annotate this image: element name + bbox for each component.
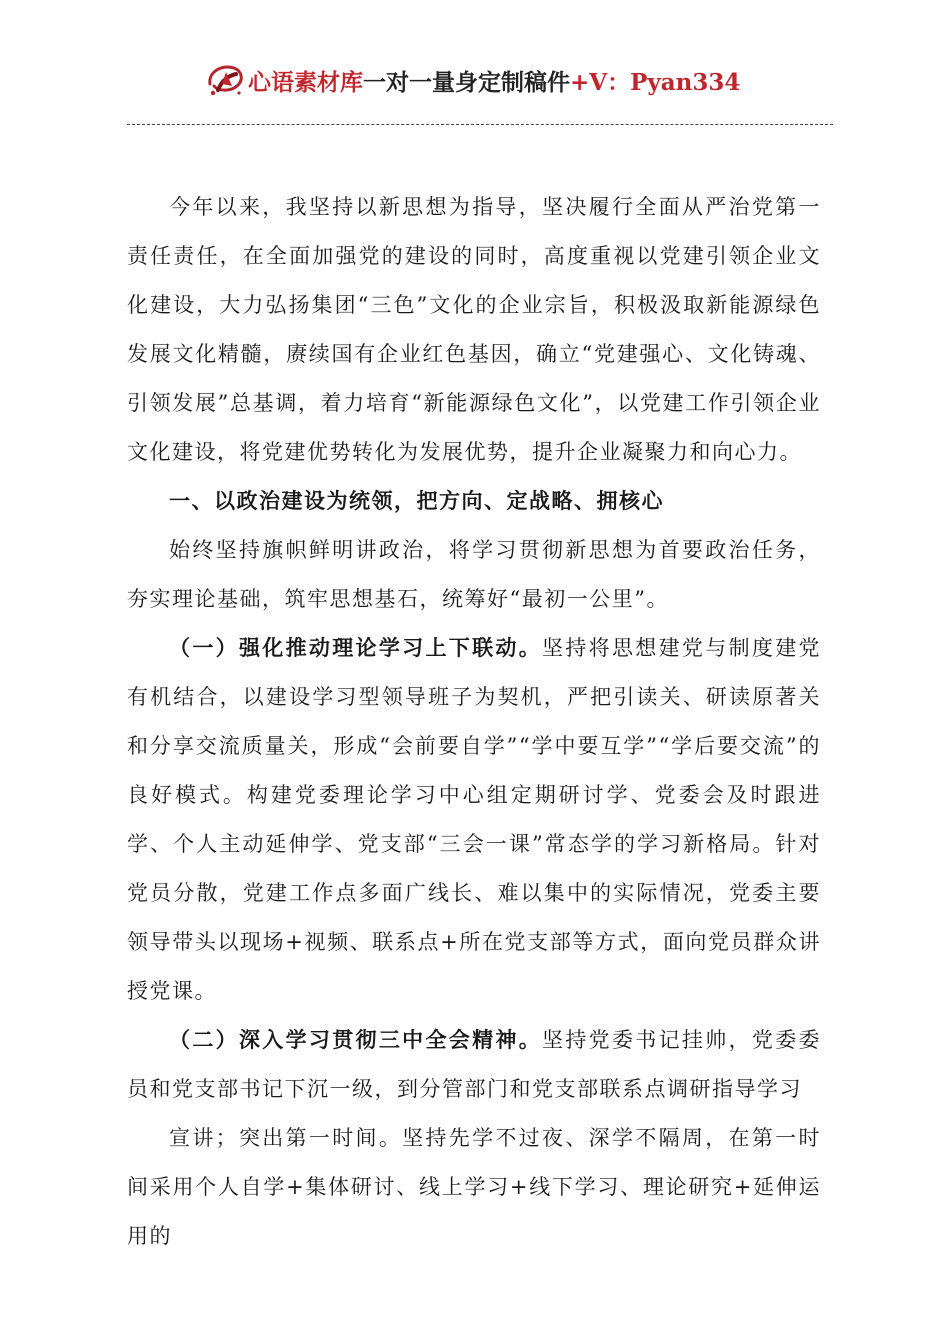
header-divider <box>127 124 833 125</box>
continuation-paragraph: 宣讲；突出第一时间。坚持先学不过夜、深学不隔周，在第一时间采用个人自学+集体研讨、线上学习+线下学习、理论研究+延伸运用的 <box>127 1126 821 1248</box>
item-lead: （二）深入学习贯彻三中全会精神。 <box>169 1028 543 1052</box>
document-body <box>127 183 821 1261</box>
item-lead: （一）强化推动理论学习上下联动。 <box>169 636 543 660</box>
section-heading: 一、以政治建设为统领，把方向、定战略、拥核心 <box>169 489 664 513</box>
intro-paragraph: 今年以来，我坚持以新思想为指导，坚决履行全面从严治党第一责任责任，在全面加强党的建设的同时，高度重视以党建引领企业文化建设，大力弘扬集团“三色”文化的企业宗旨，积极汲取新能源绿色发展文化精髓，赓续国有企业红色基因，确立“党建强心、文化铸魂、引领发展”总基调，着力培育“新能源绿色文化”，以党建工作引领企业文化建设，将党建优势转化为发展优势，提升企业凝聚力和向心力。 <box>127 195 821 464</box>
brand-name: 心语素材库 <box>248 68 363 96</box>
item-paragraph <box>127 624 821 1016</box>
section-intro-paragraph: 始终坚持旗帜鲜明讲政治，将学习贯彻新思想为首要政治任务，夯实理论基础，筑牢思想基石，统筹好“最初一公里”。 <box>127 538 821 611</box>
item-text: 坚持将思想建党与制度建党有机结合，以建设学习型领导班子为契机，严把引读关、研读原著关和分享交流质量关，形成“会前要自学”“学中要互学”“学后要交流”的良好模式。构建党委理论学习中心组定期研讨学、党委会及时跟进学、个人主动延伸学、党支部“三会一课”常态学的学习新格局。针对党员分散，党建工作点多面广线长、难以集中的实际情况，党委主要领导带头以现场+视频、联系点+所在党支部等方式，面向党员群众讲授党课。 <box>127 636 822 1003</box>
brush-swirl-logo-icon <box>204 60 246 100</box>
header-contact: +V：Pyan334 <box>570 68 741 96</box>
header-slogan: 一对一量身定制稿件 <box>363 68 570 96</box>
item-text: 坚持党委书记挂帅，党委委员和党支部书记下沉一级，到分管部门和党支部联系点调研指导学习 <box>127 1028 822 1101</box>
item-paragraph <box>127 1016 821 1114</box>
page-header <box>204 58 740 102</box>
